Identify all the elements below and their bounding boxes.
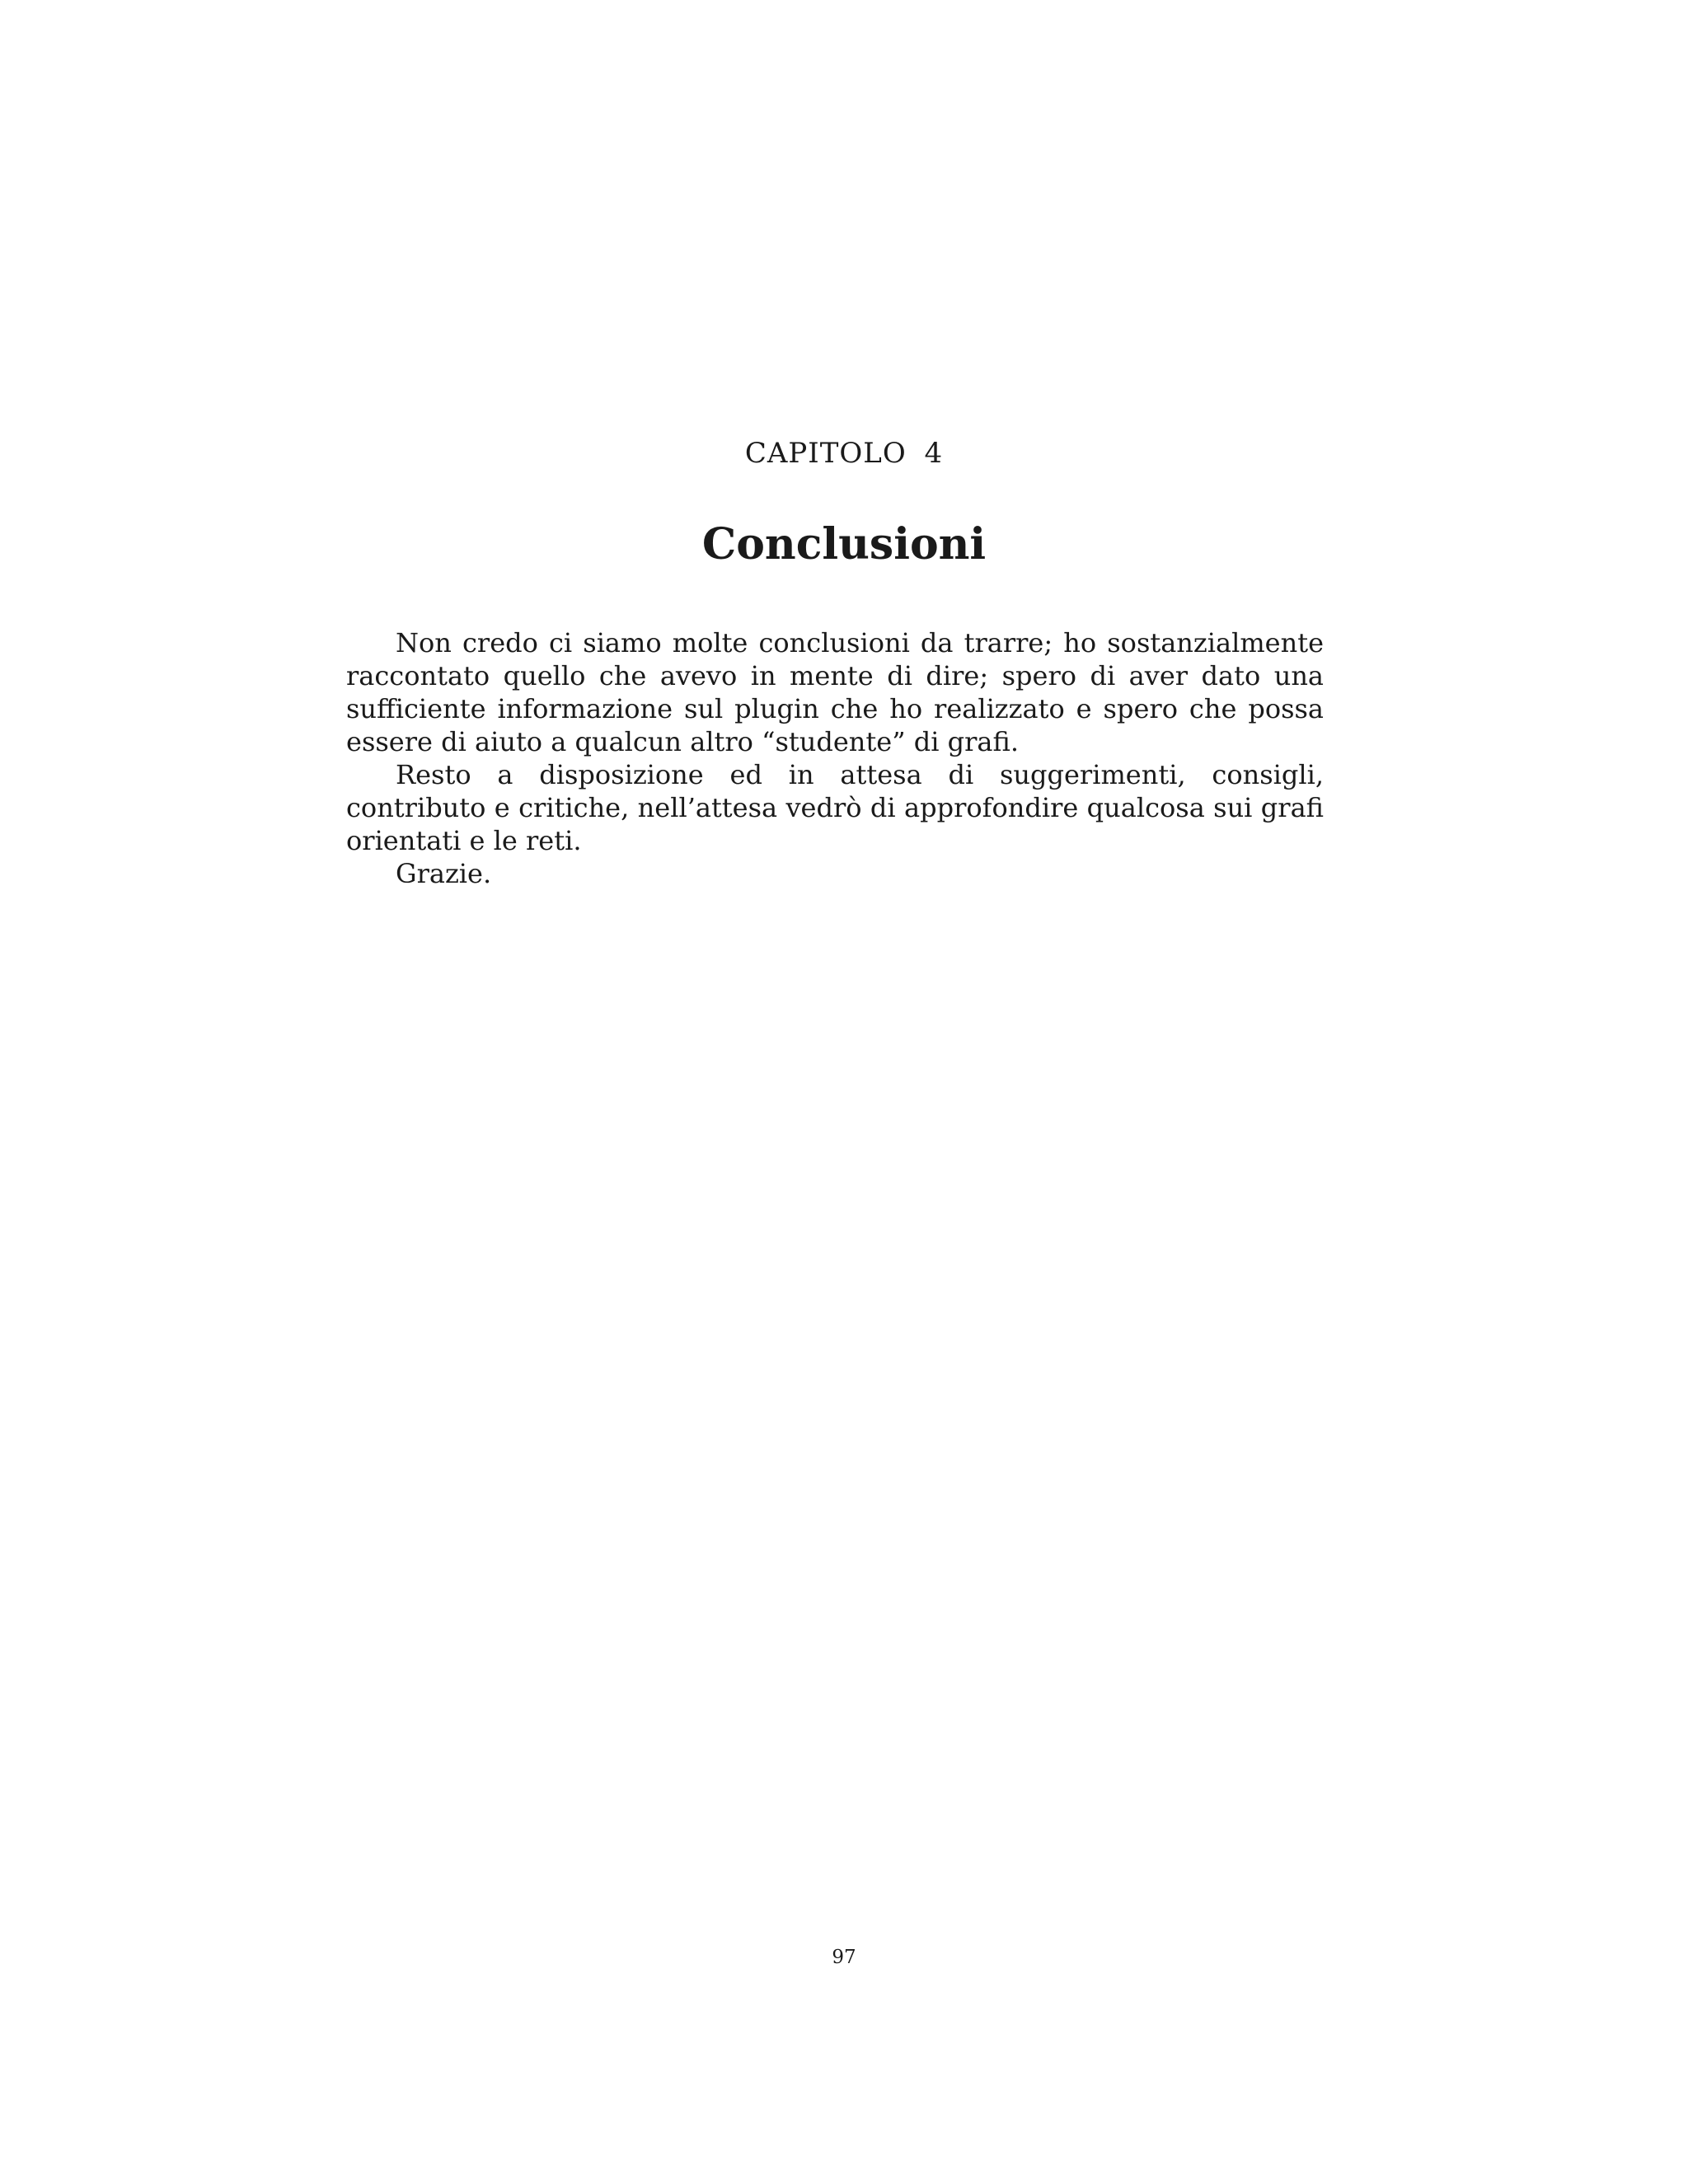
paragraph: Grazie. <box>396 858 492 889</box>
paragraph: Resto a disposizione ed in attesa di suggerimenti, consigli, contributo e critiche, nell’attesa vedrò di approfondire qualcosa sui grafi orientati e le reti. <box>346 759 1324 856</box>
page-number: 97 <box>832 1947 856 1968</box>
chapter-title: Conclusioni <box>701 519 987 569</box>
chapter-label: CAPITOLO 4 <box>744 437 944 470</box>
body-text <box>346 626 1324 890</box>
paragraph: Non credo ci siamo molte conclusioni da trarre; ho sostanzialmente raccontato quello che avevo in mente di dire; spero di aver dato una sufficiente informazione sul plugin che ho realizzato e spero che possa essere di aiuto a qualcun altro “studente” di grafi. <box>346 627 1324 757</box>
